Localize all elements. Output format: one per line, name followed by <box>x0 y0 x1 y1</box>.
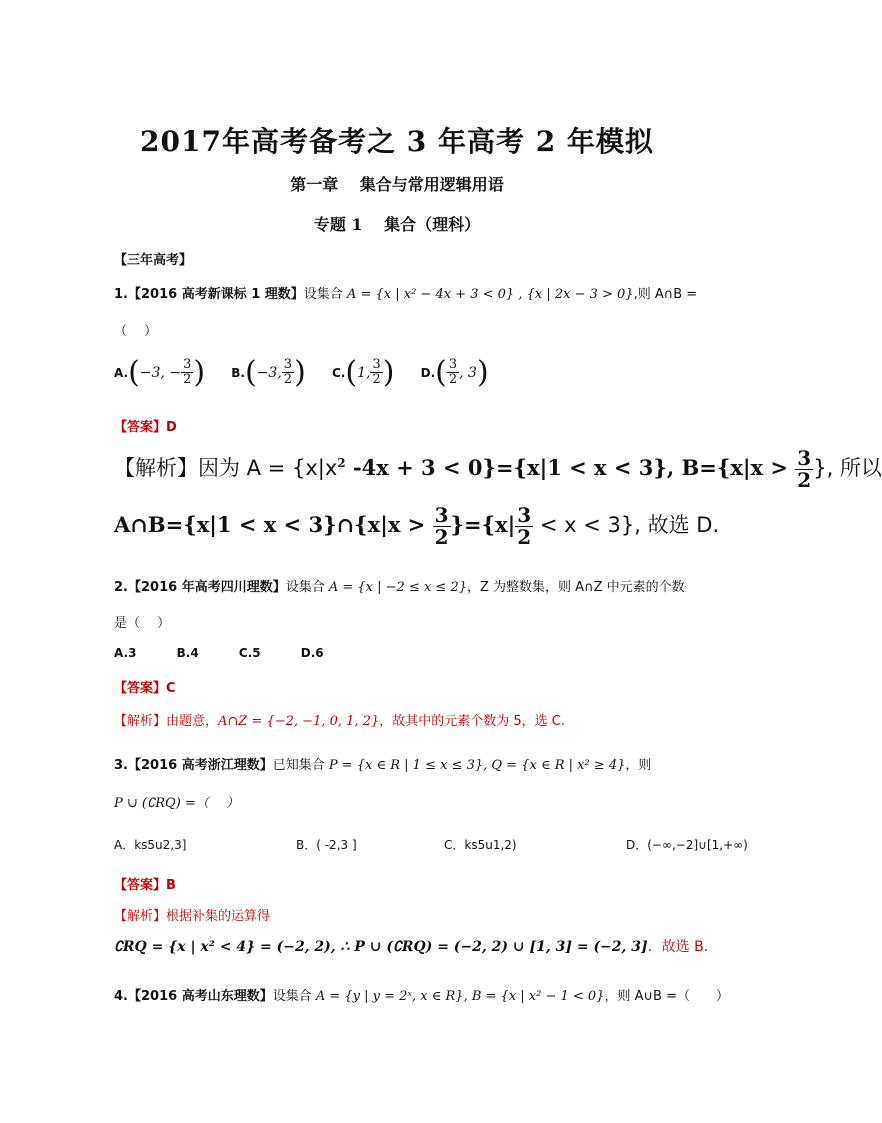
q4-sets: A = {y | y = 2ˣ, x ∈ R}, B = {x | x² − 1 < 0} <box>315 989 605 1004</box>
q1-source: 【2016 高考新课标 1 理数】 <box>127 287 304 302</box>
q2-options <box>114 646 324 660</box>
q1-tail: ,则 A∩B = <box>633 287 698 302</box>
q3-explanation-math: ∁RQ = {x | x² < 4} = (−2, 2), ∴ P ∪ (∁RQ) = (−2, 2) ∪ [1, 3] = (−2, 3]．故选 B． <box>114 939 718 955</box>
topic-heading: 专题 1 集合（理科） <box>313 215 481 234</box>
q3-explanation-label: 【解析】根据补集的运算得 <box>114 909 271 924</box>
question-2: 2.【2016 年高考四川理数】设集合 A = {x | −2 ≤ x ≤ 2}，Z 为整数集，则 A∩Z 中元素的个数 <box>114 580 685 595</box>
q1-option-c: C. ( 1, $\frac{3}{2}$ ) <box>331 355 395 390</box>
q3-option-c: C．ks5u1,2) <box>444 838 517 852</box>
question-4: 4.【2016 高考山东理数】设集合 A = {y | y = 2ˣ, x ∈ R}, B = {x | x² − 1 < 0}，则 A∪B =（ ） <box>114 989 729 1004</box>
question-3: 3.【2016 高考浙江理数】已知集合 P = {x ∈ R | 1 ≤ x ≤ 3}, Q = {x ∈ R | x² ≥ 4}，则 <box>114 758 652 773</box>
q1-option-b: B. ( −3, $\frac{3}{2}$ ) <box>231 355 306 390</box>
q2-option-a: A.3 <box>114 646 137 660</box>
q3-set-p: P = {x ∈ R | 1 ≤ x ≤ 3}, Q = {x ∈ R | x² ≥ 4} <box>328 758 626 773</box>
q2-option-b: B.4 <box>176 646 199 660</box>
q1-option-d: D. ( $\frac{3}{2}$ , 3 ) <box>420 355 489 390</box>
q1-explanation-line-1: 【解析】因为 $A = \{x|x^2$ -4x + 3 < 0}={x|1 < x < 3}, B={x|x > $\frac{3}{2}$ }, 所以 <box>114 446 882 492</box>
q3-answer: 【答案】B <box>114 878 176 893</box>
q2-line-2: 是（ ） <box>114 616 171 631</box>
page-title: 2017年高考备考之 3 年高考 2 年模拟 <box>140 125 654 158</box>
q1-set-b: , {x | 2x − 3 > 0} <box>518 287 634 302</box>
q3-source: 【2016 高考浙江理数】 <box>127 758 273 773</box>
q2-option-d: D.6 <box>300 646 324 660</box>
q2-explanation: 【解析】由题意，A∩Z = {−2, −1, 0, 1, 2}，故其中的元素个数为 5，选 C. <box>114 714 565 729</box>
q1-answer: 【答案】D <box>114 420 177 435</box>
section-label: 【三年高考】 <box>114 253 193 268</box>
q2-source: 【2016 年高考四川理数】 <box>127 580 286 595</box>
question-1 <box>114 283 697 302</box>
q4-source: 【2016 高考山东理数】 <box>127 989 273 1004</box>
q2-set-a: A = {x | −2 ≤ x ≤ 2} <box>328 580 467 595</box>
q1-paren: （ ） <box>114 324 158 339</box>
chapter-heading: 第一章 集合与常用逻辑用语 <box>290 175 504 194</box>
q1-text: 设集合 <box>303 287 343 302</box>
q2-answer: 【答案】C <box>114 681 176 696</box>
q1-number: 1. <box>114 287 128 302</box>
q3-option-d: D．(−∞,−2]∪[1,+∞) <box>626 838 748 852</box>
q3-option-b: B．( -2,3 ] <box>296 838 357 852</box>
q1-explanation-line-2: A∩B={x|1 < x < 3}∩{x|x > $\frac{3}{2}$ }={x| $\frac{3}{2}$ < x < 3}, 故选 D. <box>114 503 720 549</box>
q1-options <box>114 355 489 390</box>
q1-set-a: A = {x | x² − 4x + 3 < 0} <box>346 287 515 302</box>
q3-line-2: P ∪ (∁RQ) =（ ） <box>114 796 239 811</box>
q1-option-a: A. ( −3, − $\frac{3}{2}$ ) <box>114 355 206 390</box>
q2-option-c: C.5 <box>238 646 261 660</box>
q3-option-a: A．ks5u2,3] <box>114 838 187 852</box>
